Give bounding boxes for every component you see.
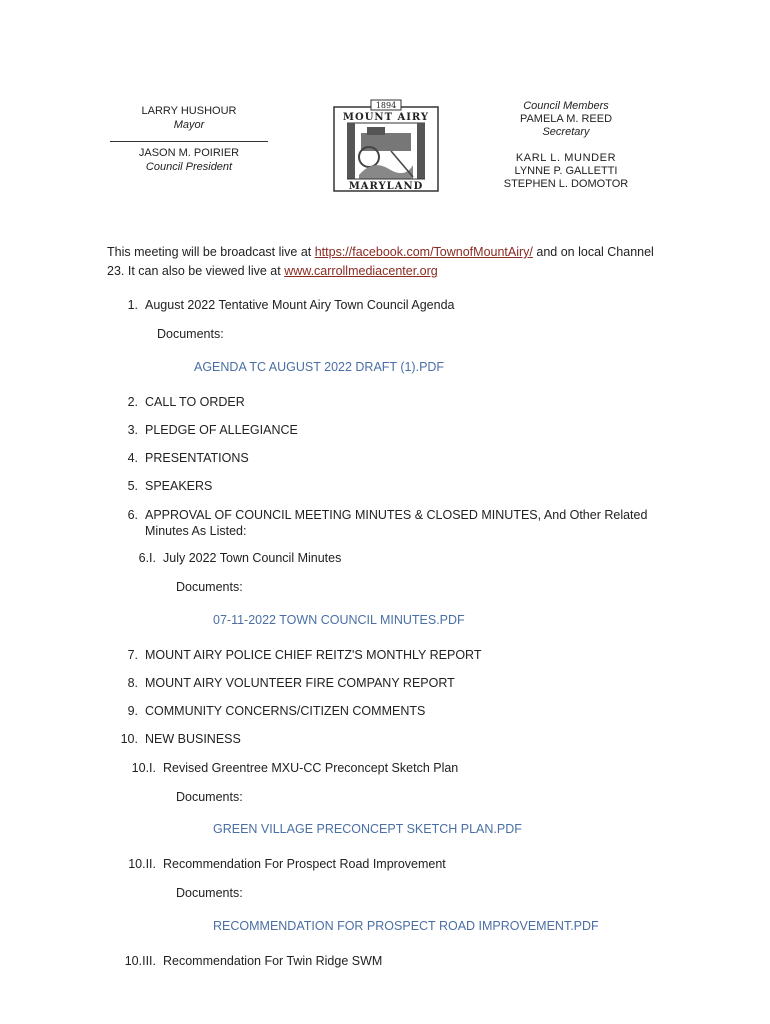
documents-label: Documents: bbox=[176, 790, 243, 804]
seal-top-text: MOUNT AIRY bbox=[342, 112, 430, 123]
president-name: JASON M. POIRIER bbox=[138, 147, 240, 159]
facebook-link[interactable]: https://facebook.com/TownofMountAiry/ bbox=[314, 245, 533, 259]
town-seal-logo bbox=[333, 99, 439, 192]
mayor-name: LARRY HUSHOUR bbox=[141, 105, 237, 117]
mayor-title: Mayor bbox=[173, 119, 205, 131]
carroll-media-link[interactable]: www.carrollmediacenter.org bbox=[284, 264, 438, 278]
document-link[interactable]: AGENDA TC AUGUST 2022 DRAFT (1).PDF bbox=[194, 360, 445, 374]
document-link[interactable]: RECOMMENDATION FOR PROSPECT ROAD IMPROVEMENT.PDF bbox=[213, 919, 599, 933]
document-link[interactable]: GREEN VILLAGE PRECONCEPT SKETCH PLAN.PDF bbox=[213, 822, 522, 836]
header-right bbox=[498, 100, 634, 191]
seal-year: 1894 bbox=[375, 101, 397, 110]
broadcast-notice: This meeting will be broadcast live at https://facebook.com/TownofMountAiry/ and on local Channel 23. It can also be viewed live at www.carrollmediacenter.org bbox=[107, 245, 654, 278]
secretary-name: PAMELA M. REED bbox=[519, 113, 613, 125]
council-members-heading: Council Members bbox=[523, 100, 609, 112]
president-title: Council President bbox=[145, 161, 233, 173]
document-link[interactable]: 07-11-2022 TOWN COUNCIL MINUTES.PDF bbox=[213, 613, 465, 627]
divider bbox=[110, 141, 268, 142]
seal-bottom-text: MARYLAND bbox=[348, 181, 424, 192]
council-member: KARL L. MUNDER bbox=[515, 152, 617, 164]
documents-label: Documents: bbox=[176, 886, 243, 900]
secretary-title: Secretary bbox=[542, 126, 590, 138]
council-member: LYNNE P. GALLETTI bbox=[514, 165, 618, 177]
header-left bbox=[110, 104, 268, 174]
documents-label: Documents: bbox=[176, 580, 243, 594]
council-member: STEPHEN L. DOMOTOR bbox=[503, 178, 629, 190]
documents-label: Documents: bbox=[157, 327, 224, 341]
